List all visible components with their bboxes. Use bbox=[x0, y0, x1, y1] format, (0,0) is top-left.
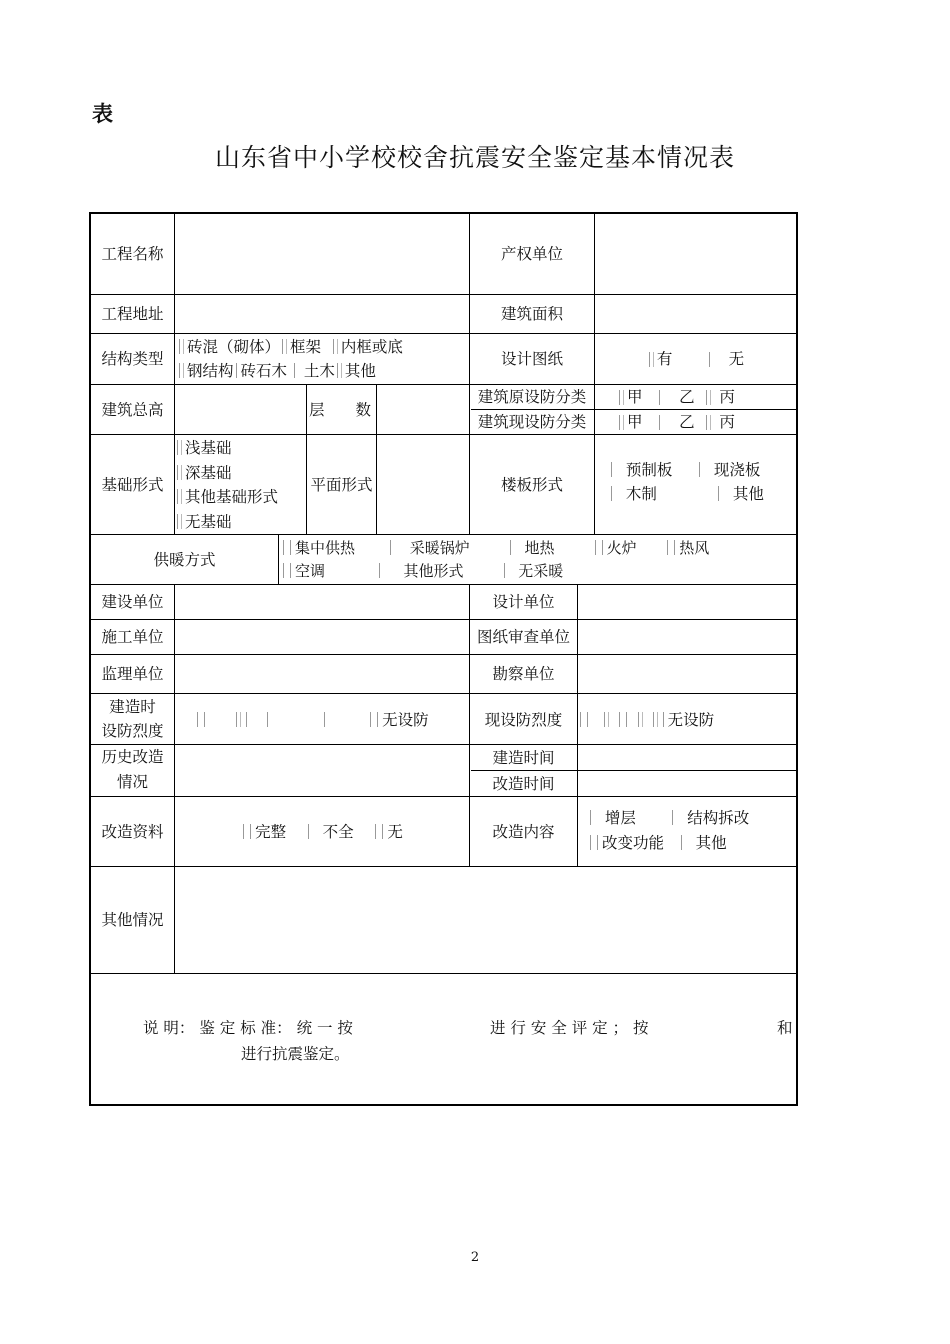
label-build-time: 建造时间 bbox=[492, 748, 555, 767]
opt-precast: 预制板 bbox=[625, 461, 673, 479]
checkbox-icon[interactable] bbox=[597, 835, 599, 850]
checkbox-icon[interactable] bbox=[179, 339, 184, 354]
checkbox-icon[interactable] bbox=[649, 352, 654, 367]
label-built-intensity bbox=[91, 695, 174, 744]
label-curr-class: 建筑现设防分类 bbox=[477, 413, 587, 431]
checkbox-icon[interactable] bbox=[653, 712, 658, 727]
checkbox-icon[interactable] bbox=[595, 540, 597, 555]
checkbox-icon[interactable] bbox=[337, 363, 342, 378]
foundation-options bbox=[175, 435, 306, 534]
checkbox-icon[interactable] bbox=[267, 712, 269, 727]
checkbox-icon[interactable] bbox=[283, 563, 285, 578]
checkbox-icon[interactable] bbox=[243, 824, 245, 839]
checkbox-icon[interactable] bbox=[283, 540, 285, 555]
opt-floor-heat: 地热 bbox=[524, 539, 555, 557]
input-surveyor[interactable] bbox=[578, 655, 796, 693]
label-foundation: 基础形式 bbox=[101, 475, 164, 494]
input-area[interactable] bbox=[595, 295, 796, 333]
input-floors[interactable] bbox=[377, 385, 469, 434]
opt-heat-other: 其他形式 bbox=[403, 562, 464, 580]
input-plan[interactable] bbox=[377, 435, 469, 534]
opt-slab-other: 其他 bbox=[732, 485, 764, 503]
reno-docs-options bbox=[175, 797, 469, 866]
input-build-time[interactable] bbox=[578, 745, 796, 770]
drawing-options bbox=[595, 334, 796, 384]
label-supervisor: 监理单位 bbox=[101, 665, 164, 683]
label-reno-content: 改造内容 bbox=[492, 822, 555, 841]
checkbox-icon[interactable] bbox=[709, 352, 711, 367]
opt-cast-in-place: 现浇板 bbox=[713, 461, 761, 479]
checkbox-icon[interactable] bbox=[510, 540, 512, 555]
checkbox-icon[interactable] bbox=[177, 440, 182, 455]
label-reno-docs: 改造资料 bbox=[101, 822, 164, 841]
input-builder[interactable] bbox=[175, 585, 469, 619]
checkbox-icon[interactable] bbox=[290, 540, 292, 555]
input-designer[interactable] bbox=[578, 585, 796, 619]
checkbox-icon[interactable] bbox=[504, 563, 506, 578]
checkbox-icon[interactable] bbox=[590, 810, 592, 825]
page-number: 2 bbox=[470, 1250, 480, 1265]
label-struct-type: 结构类型 bbox=[101, 350, 164, 368]
opt-central: 集中供热 bbox=[295, 539, 356, 557]
input-owner[interactable] bbox=[595, 214, 796, 294]
checkbox-icon[interactable] bbox=[672, 810, 674, 825]
page-title: 山东省中小学校校舍抗震安全鉴定基本情况表 bbox=[214, 143, 735, 172]
opt-brick-concrete: 砖混（砌体） bbox=[187, 338, 281, 356]
checkbox-icon[interactable] bbox=[294, 363, 296, 378]
opt-no-heat: 无采暖 bbox=[518, 562, 564, 580]
reno-content-options bbox=[588, 806, 796, 858]
input-reno-time[interactable] bbox=[578, 771, 796, 796]
label-area: 建筑面积 bbox=[500, 305, 563, 323]
label-built-intensity-line2: 设防烈度 bbox=[101, 722, 164, 740]
checkbox-icon[interactable] bbox=[324, 712, 326, 727]
checkbox-icon[interactable] bbox=[602, 540, 604, 555]
checkbox-icon[interactable] bbox=[611, 462, 613, 477]
label-address: 工程地址 bbox=[101, 305, 164, 323]
input-total-height[interactable] bbox=[175, 385, 306, 434]
label-plan: 平面形式 bbox=[310, 475, 373, 494]
opt-inner-frame: 内框或底 bbox=[340, 338, 403, 356]
note-part1: 说 明： 鉴 定 标 准： 统 一 按 bbox=[143, 1019, 353, 1037]
input-reviewer[interactable] bbox=[578, 620, 796, 654]
checkbox-icon[interactable] bbox=[699, 462, 701, 477]
opt-struct-other: 其他 bbox=[344, 362, 376, 380]
checkbox-icon[interactable] bbox=[250, 824, 252, 839]
label-project-name: 工程名称 bbox=[101, 245, 164, 263]
checkbox-icon[interactable] bbox=[580, 712, 582, 727]
form-table bbox=[89, 212, 798, 1106]
checkbox-icon[interactable] bbox=[177, 514, 182, 529]
opt-curr-no-fortify: 无设防 bbox=[667, 710, 715, 729]
heating-options bbox=[281, 537, 796, 583]
checkbox-icon[interactable] bbox=[604, 712, 609, 727]
opt-orig-c: 丙 bbox=[719, 388, 735, 406]
checkbox-icon[interactable] bbox=[333, 339, 338, 354]
label-history bbox=[91, 745, 174, 796]
label-reviewer: 图纸审查单位 bbox=[476, 628, 570, 646]
checkbox-icon[interactable] bbox=[706, 415, 711, 430]
opt-docs-none: 无 bbox=[387, 822, 403, 841]
checkbox-icon[interactable] bbox=[246, 712, 248, 727]
checkbox-icon[interactable] bbox=[382, 824, 384, 839]
checkbox-icon[interactable] bbox=[619, 390, 624, 405]
opt-drawing-yes: 有 bbox=[656, 350, 673, 368]
checkbox-icon[interactable] bbox=[674, 540, 676, 555]
label-reno-time: 改造时间 bbox=[492, 774, 555, 793]
opt-docs-partial: 不全 bbox=[322, 822, 354, 841]
label-other: 其他情况 bbox=[101, 911, 164, 929]
label-builder: 建设单位 bbox=[101, 593, 164, 611]
label-history-line2: 情况 bbox=[116, 773, 148, 791]
checkbox-icon[interactable] bbox=[236, 363, 238, 378]
opt-stove: 火炉 bbox=[606, 539, 637, 557]
built-intensity-options bbox=[195, 695, 469, 744]
checkbox-icon[interactable] bbox=[282, 339, 287, 354]
checkbox-icon[interactable] bbox=[638, 712, 643, 727]
opt-deep: 深基础 bbox=[185, 463, 232, 482]
input-other[interactable] bbox=[175, 867, 796, 973]
opt-earth-wood: 土木 bbox=[303, 362, 335, 380]
checkbox-icon[interactable] bbox=[587, 712, 589, 727]
opt-frame: 框架 bbox=[290, 338, 322, 356]
label-floors: 层 数 bbox=[309, 400, 372, 419]
label-built-intensity-line1: 建造时 bbox=[109, 698, 156, 716]
label-surveyor: 勘察单位 bbox=[492, 665, 555, 683]
checkbox-icon[interactable] bbox=[718, 486, 720, 501]
input-project-name[interactable] bbox=[175, 214, 469, 294]
label-total-height: 建筑总高 bbox=[101, 400, 164, 419]
opt-shallow: 浅基础 bbox=[185, 439, 232, 457]
label-floor-slab: 楼板形式 bbox=[500, 475, 563, 494]
input-constructor[interactable] bbox=[175, 620, 469, 654]
checkbox-icon[interactable] bbox=[667, 540, 669, 555]
checkbox-icon[interactable] bbox=[377, 712, 379, 727]
opt-orig-b: 乙 bbox=[679, 388, 695, 406]
opt-hot-air: 热风 bbox=[679, 539, 710, 557]
checkbox-icon[interactable] bbox=[177, 489, 182, 504]
input-supervisor[interactable] bbox=[175, 655, 469, 693]
doc-tag: 表 bbox=[92, 101, 113, 126]
opt-curr-b: 乙 bbox=[679, 413, 695, 431]
input-history[interactable] bbox=[175, 745, 469, 796]
label-constructor: 施工单位 bbox=[101, 628, 164, 646]
checkbox-icon[interactable] bbox=[179, 363, 184, 378]
checkbox-icon[interactable] bbox=[663, 712, 665, 727]
checkbox-icon[interactable] bbox=[619, 415, 624, 430]
note-part4: 进行抗震鉴定。 bbox=[241, 1045, 350, 1063]
opt-built-no-fortify: 无设防 bbox=[382, 710, 429, 729]
checkbox-icon[interactable] bbox=[659, 390, 661, 405]
opt-steel: 钢结构 bbox=[187, 362, 234, 380]
orig-class-options bbox=[617, 385, 797, 409]
input-address[interactable] bbox=[175, 295, 469, 333]
checkbox-icon[interactable] bbox=[308, 824, 310, 839]
checkbox-icon[interactable] bbox=[204, 712, 206, 727]
opt-found-other: 其他基础形式 bbox=[185, 488, 279, 506]
checkbox-icon[interactable] bbox=[681, 835, 683, 850]
slab-options bbox=[595, 458, 796, 518]
opt-orig-a: 甲 bbox=[627, 388, 643, 406]
opt-masonry-wood: 砖石木 bbox=[240, 362, 288, 380]
checkbox-icon[interactable] bbox=[619, 712, 621, 727]
opt-curr-a: 甲 bbox=[627, 413, 643, 431]
checkbox-icon[interactable] bbox=[197, 712, 199, 727]
checkbox-icon[interactable] bbox=[236, 712, 241, 727]
label-designer: 设计单位 bbox=[492, 593, 555, 611]
opt-struct-change: 结构拆改 bbox=[687, 809, 750, 827]
checkbox-icon[interactable] bbox=[177, 465, 182, 480]
checkbox-icon[interactable] bbox=[390, 540, 392, 555]
opt-curr-c: 丙 bbox=[719, 413, 735, 431]
note-part2: 进 行 安 全 评 定 ； 按 bbox=[490, 1019, 649, 1037]
checkbox-icon[interactable] bbox=[626, 712, 628, 727]
opt-drawing-no: 无 bbox=[728, 350, 745, 368]
opt-none: 无基础 bbox=[185, 512, 232, 531]
label-history-line1: 历史改造 bbox=[101, 748, 164, 766]
label-heating: 供暖方式 bbox=[153, 550, 216, 569]
curr-intensity-options bbox=[578, 695, 796, 744]
curr-class-options bbox=[617, 410, 797, 434]
checkbox-icon[interactable] bbox=[290, 563, 292, 578]
label-orig-class: 建筑原设防分类 bbox=[477, 388, 587, 406]
opt-boiler: 采暖锅炉 bbox=[409, 539, 470, 557]
checkbox-icon[interactable] bbox=[659, 415, 661, 430]
label-owner: 产权单位 bbox=[500, 245, 563, 263]
opt-content-other: 其他 bbox=[695, 834, 727, 852]
checkbox-icon[interactable] bbox=[370, 712, 372, 727]
opt-wood: 木制 bbox=[625, 485, 657, 503]
checkbox-icon[interactable] bbox=[611, 486, 613, 501]
opt-add-floor: 增层 bbox=[604, 809, 636, 827]
checkbox-icon[interactable] bbox=[375, 824, 377, 839]
struct-type-options bbox=[175, 334, 469, 384]
opt-docs-complete: 完整 bbox=[255, 822, 287, 841]
checkbox-icon[interactable] bbox=[590, 835, 592, 850]
checkbox-icon[interactable] bbox=[706, 390, 711, 405]
opt-change-use: 改变功能 bbox=[602, 834, 665, 852]
note-part3: 和 bbox=[777, 1019, 793, 1037]
opt-aircon: 空调 bbox=[295, 562, 326, 580]
checkbox-icon[interactable] bbox=[379, 563, 381, 578]
label-design-drawing: 设计图纸 bbox=[500, 350, 563, 368]
label-curr-intensity: 现设防烈度 bbox=[484, 710, 563, 729]
